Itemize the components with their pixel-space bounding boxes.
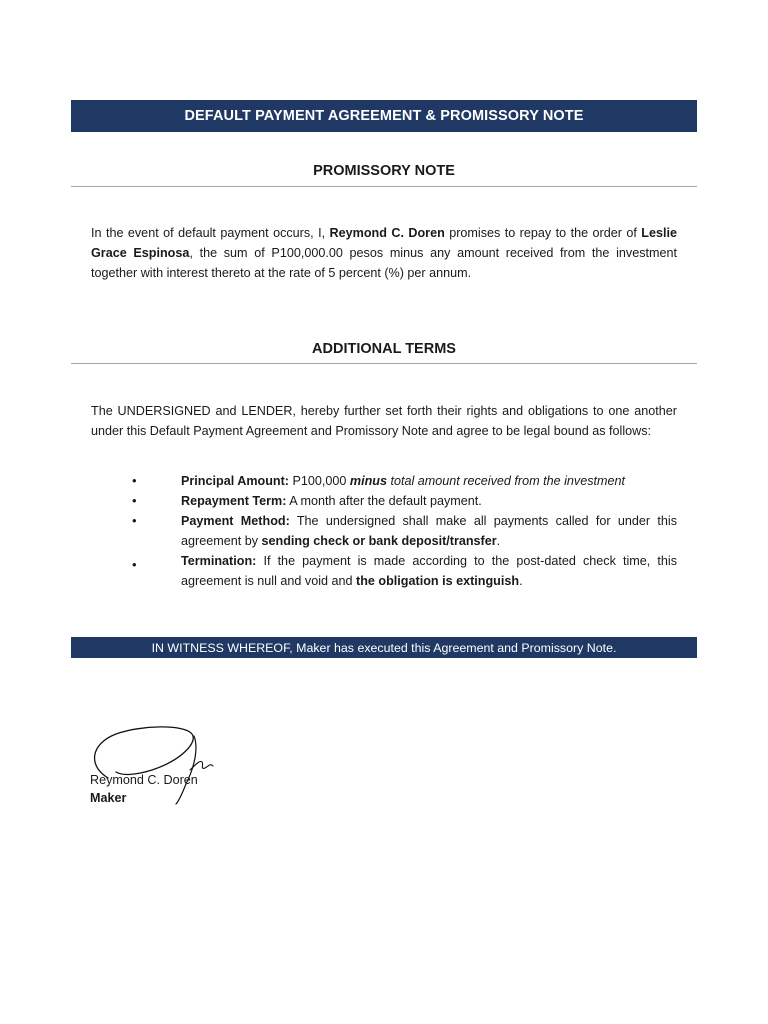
witness-text: IN WITNESS WHEREOF, Maker has executed this Agreement and Promissory Note. [151, 640, 617, 655]
terms-list [91, 471, 677, 591]
term-termination [91, 551, 677, 591]
signatory-name: Reymond C. Doren [90, 773, 198, 787]
term-principal-amount [91, 471, 677, 491]
term-text: . [519, 574, 523, 588]
bullet-icon: • [132, 513, 137, 528]
term-text: If the payment is made according to the post-dated check time, this agreement is null and void and [181, 554, 677, 588]
term-text: The undersigned shall make all payments called for under this agreement by [181, 514, 677, 548]
bullet-icon: • [132, 557, 137, 572]
term-label: Repayment Term: [181, 494, 287, 508]
paragraph-text: In the event of default payment occurs, I, [91, 226, 330, 240]
term-text: A month after the default payment. [286, 494, 482, 508]
term-bold-text: the obligation is extinguish [356, 574, 520, 588]
term-label: Principal Amount: [181, 474, 289, 488]
promissory-note-paragraph [91, 223, 677, 283]
additional-terms-intro: The UNDERSIGNED and LENDER, hereby further set forth their rights and obligations to one another under this Default Payment Agreement and Promissory Note and agree to be legal bound as follows: [91, 404, 677, 438]
term-text: . [496, 534, 501, 548]
paragraph-text: , the sum of P100,000.00 pesos minus any amount received from the investment together with interest thereto at the rate of 5 percent (%) per annum. [91, 246, 678, 280]
witness-banner [71, 637, 697, 658]
term-payment-method [91, 511, 677, 551]
section-divider [71, 363, 697, 364]
additional-terms-heading: ADDITIONAL TERMS [312, 341, 456, 357]
term-text: P100,000 [288, 474, 350, 488]
term-text-italic: total amount received from the investment [387, 474, 625, 488]
document-title [71, 100, 697, 132]
term-label: Payment Method: [181, 514, 290, 528]
lender-name: Leslie Grace Espinosa [91, 226, 677, 260]
bullet-icon: • [132, 493, 137, 508]
promissory-note-heading: PROMISSORY NOTE [313, 163, 455, 179]
term-emphasis: minus [349, 474, 387, 488]
paragraph-text: promises to repay to the order of [444, 226, 642, 240]
document-title-text: DEFAULT PAYMENT AGREEMENT & PROMISSORY NOTE [184, 108, 584, 124]
maker-name: Reymond C. Doren [329, 226, 445, 240]
term-label: Termination: [181, 554, 257, 568]
bullet-icon: • [132, 473, 137, 488]
signatory-role: Maker [90, 791, 127, 805]
section-divider [71, 186, 697, 187]
term-repayment-term [91, 491, 677, 511]
term-bold-text: sending check or bank deposit/transfer [261, 534, 497, 548]
